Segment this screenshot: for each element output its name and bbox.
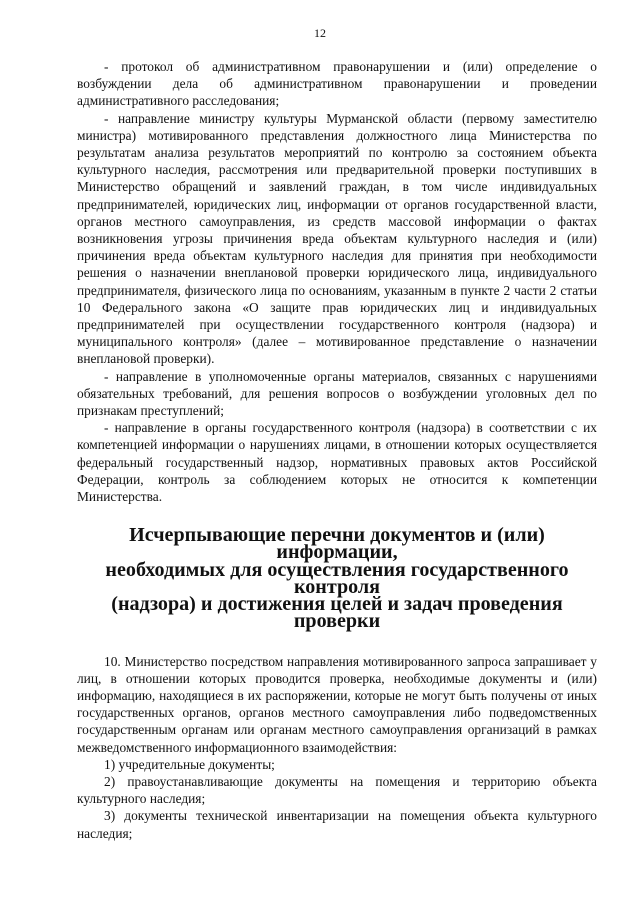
list-item-title-documents: 2) правоустанавливающие документы на помещения и территорию объекта культурного наследия; xyxy=(77,773,597,807)
section-heading xyxy=(77,524,597,633)
paragraph-motivated-representation: - направление министру культуры Мурманской области (первому заместителю министра) мотивированного представления должностного лица Министерства по результатам анализа результатов мероприятий по контролю за состоянием объекта культурного наследия, рассмотрения или предварительной проверки поступивших в Министерство обращений и заявлений граждан, в том числе индивидуальных предпринимателей, юридических лиц, информации от органов государственной власти, органов местного самоуправления, из средств массовой информации о фактах возникновения угрозы причинения вреда объектам культурного наследия и (или) причинения вреда объектам культурного наследия для принятия при необходимости решения о назначении внеплановой проверки юридического лица, индивидуального предпринимателя, физического лица по основаниям, указанным в пункте 2 части 2 статьи 10 Федерального закона «О защите прав юридических лиц и индивидуальных предпринимателей при осуществлении государственного контроля (надзора) и муниципального контроля» (далее – мотивированное представление о назначении внеплановой проверки). xyxy=(77,110,597,367)
list-item-founding-documents: 1) учредительные документы; xyxy=(104,756,275,772)
paragraph-protocol: - протокол об административном правонарушении и (или) определение о возбуждении дела об административном правонарушении и проведении административного расследования; xyxy=(77,59,597,109)
section-heading-line: необходимых для осуществления государственного контроля xyxy=(105,558,569,598)
paragraph-information-to-supervision: - направление в органы государственного контроля (надзора) в соответствии с их компетенцией информации о нарушениях лицами, в отношении которых осуществляется федеральный государственный надзор, нормативных правовых актов Российской Федерации, контроль за соблюдением которых не относится к компетенции Министерства. xyxy=(77,420,597,505)
list-item-technical-inventory: 3) документы технической инвентаризации на помещения объекта культурного наследия; xyxy=(77,808,597,841)
paragraph-item-10: 10. Министерство посредством направления мотивированного запроса запрашивает у лиц, в отношении которых проводится проверка, необходимые документы и (или) информацию, находящиеся в их распоряжении, которые не могут быть получены от иных государственных органов, органов местного самоуправления либо подведомственных государственным органам или органам местного самоуправления организаций в рамках межведомственного информационного взаимодействия: xyxy=(77,653,597,755)
page-number: 12 xyxy=(314,26,326,40)
section-heading-line: (надзора) и достижения целей и задач проведения проверки xyxy=(111,593,563,633)
section-heading-line: Исчерпывающие перечни документов и (или) информации, xyxy=(129,524,545,564)
document-body xyxy=(77,58,597,842)
paragraph-materials-to-authorities: - направление в уполномоченные органы материалов, связанных с нарушениями обязательных требований, для решения вопросов о возбуждении уголовных дел по признакам преступлений; xyxy=(77,368,597,419)
